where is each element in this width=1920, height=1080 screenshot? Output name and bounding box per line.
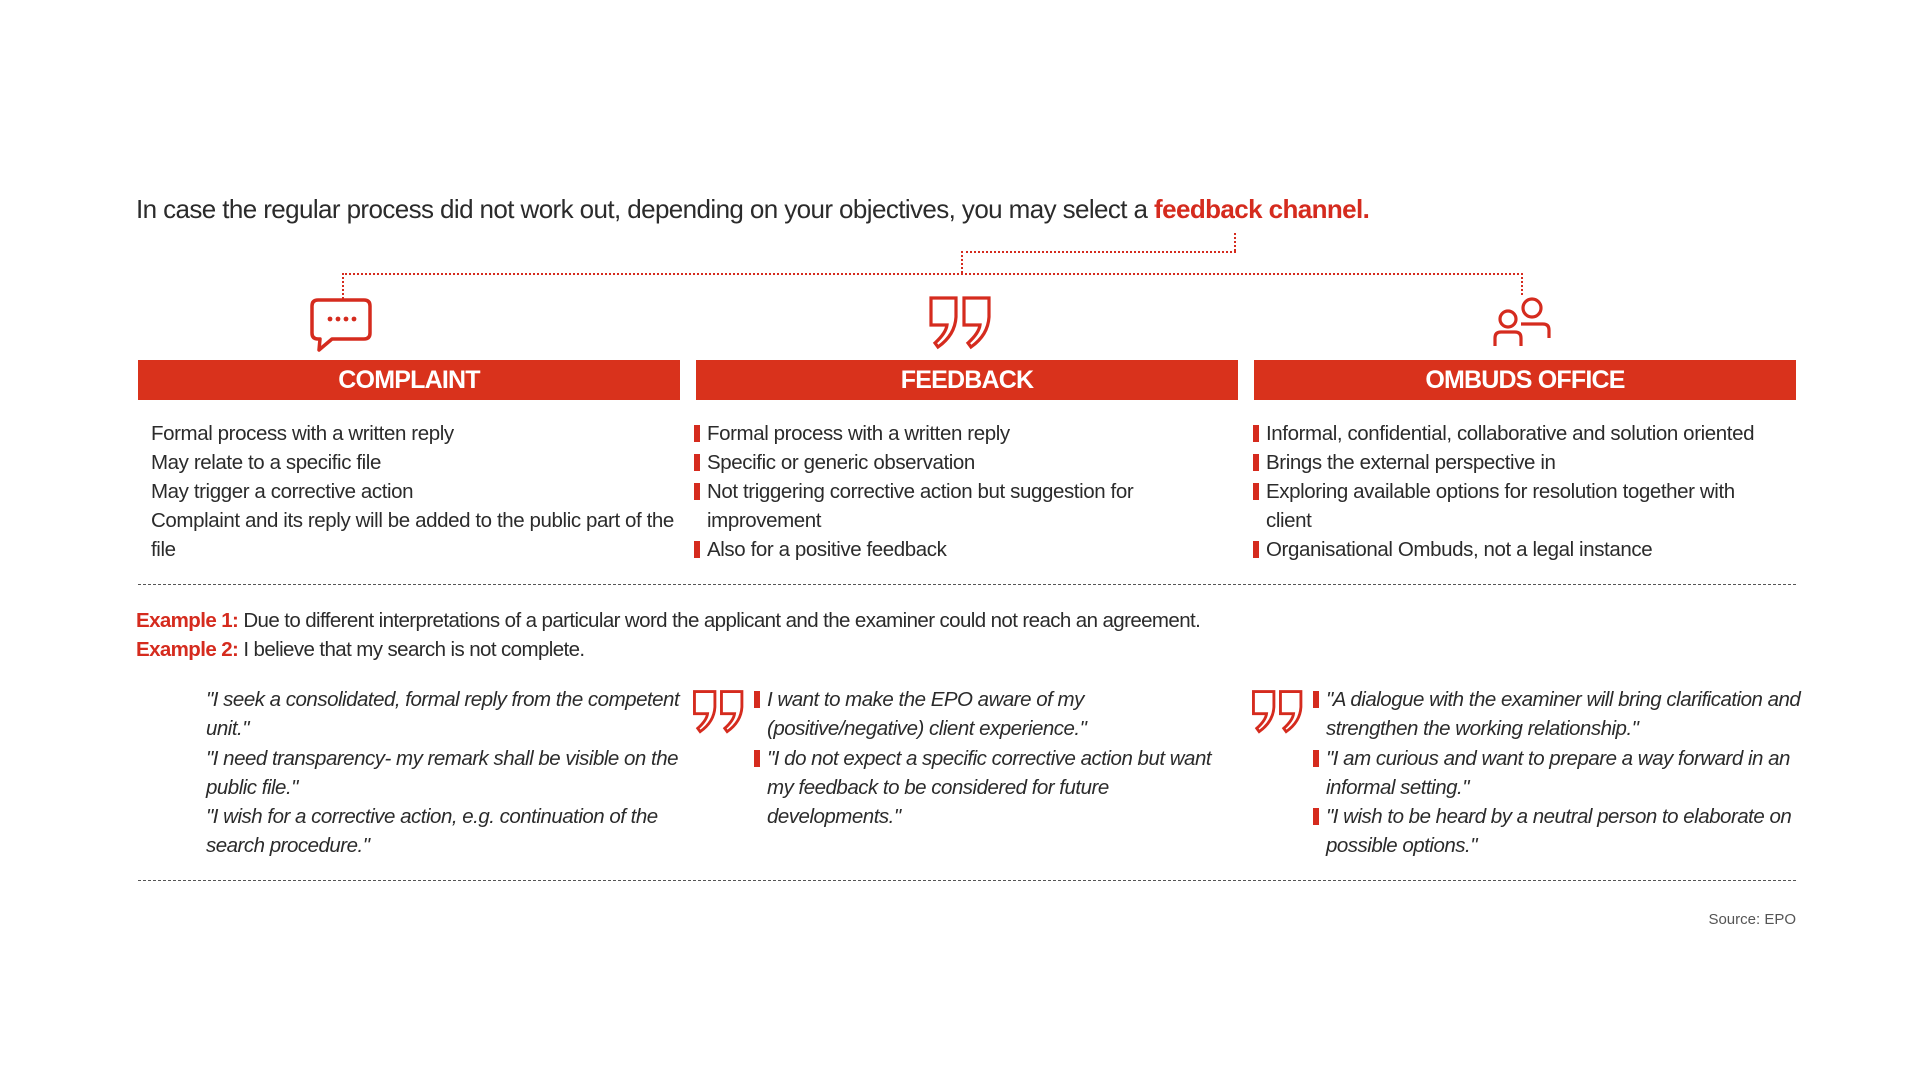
list-item: Not triggering corrective action but suggestion for improvement (694, 477, 1194, 535)
quote-item: "I wish to be heard by a neutral person to elaborate on possible options." (1313, 802, 1803, 861)
list-item: May relate to a specific file (138, 448, 683, 477)
connector-ombuds (1521, 273, 1523, 295)
list-item: May trigger a corrective action (138, 477, 683, 506)
list-item: Formal process with a written reply (138, 419, 683, 448)
list-item: Exploring available options for resolution together with client (1253, 477, 1773, 535)
list-item: Brings the external perspective in (1253, 448, 1773, 477)
ombuds-points (1253, 419, 1773, 564)
connector-main (342, 273, 1523, 275)
divider-bottom (138, 880, 1796, 881)
quotation-marks-icon (928, 295, 994, 351)
connector-complaint (342, 273, 344, 299)
quotation-marks-icon (692, 689, 746, 735)
list-item: Also for a positive feedback (694, 535, 1194, 564)
people-icon (1490, 294, 1556, 350)
connector-mid (961, 251, 963, 273)
headline-accent: feedback channel. (1154, 194, 1369, 224)
feedback-quotes (754, 685, 1234, 831)
quote-item: "I need transparency- my remark shall be visible on the public file." (193, 744, 683, 803)
example-text: I believe that my search is not complete. (238, 638, 584, 661)
connector-upper (961, 251, 1236, 253)
list-item: Complaint and its reply will be added to the public part of the file (138, 506, 683, 564)
feedback-points (694, 419, 1194, 564)
list-item: Specific or generic observation (694, 448, 1194, 477)
quote-item: "A dialogue with the examiner will bring clarification and strengthen the working relationship." (1313, 685, 1803, 744)
speech-bubble-icon (308, 297, 374, 353)
headline-text: In case the regular process did not work out, depending on your objectives, you may select a (136, 194, 1154, 224)
example-label: Example 2: (136, 638, 238, 661)
list-item: Organisational Ombuds, not a legal instance (1253, 535, 1773, 564)
quote-item: "I wish for a corrective action, e.g. continuation of the search procedure." (193, 802, 683, 861)
example-2 (136, 635, 1200, 664)
quotation-marks-icon (1251, 689, 1305, 735)
connector-from-headline (1234, 233, 1236, 251)
quote-item: "I do not expect a specific corrective action but want my feedback to be considered for future developments." (754, 744, 1234, 832)
complaint-points (138, 419, 683, 564)
list-item: Informal, confidential, collaborative and solution oriented (1253, 419, 1773, 448)
list-item: Formal process with a written reply (694, 419, 1194, 448)
complaint-quotes (193, 685, 683, 861)
quote-item: I want to make the EPO aware of my (positive/negative) client experience." (754, 685, 1234, 744)
example-text: Due to different interpretations of a particular word the applicant and the examiner could not reach an agreement. (238, 609, 1200, 632)
ombuds-quotes (1313, 685, 1803, 861)
example-label: Example 1: (136, 609, 238, 632)
headline (136, 194, 1369, 225)
channel-bar-feedback: FEEDBACK (696, 360, 1238, 400)
channel-bar-complaint: COMPLAINT (138, 360, 680, 400)
divider-top (138, 584, 1796, 585)
channel-bar-ombuds-office: OMBUDS OFFICE (1254, 360, 1796, 400)
quote-item: "I seek a consolidated, formal reply from the competent unit." (193, 685, 683, 744)
quote-item: "I am curious and want to prepare a way forward in an informal setting." (1313, 744, 1803, 803)
example-1 (136, 606, 1200, 635)
examples (136, 606, 1200, 664)
source-note: Source: EPO (1708, 911, 1796, 928)
